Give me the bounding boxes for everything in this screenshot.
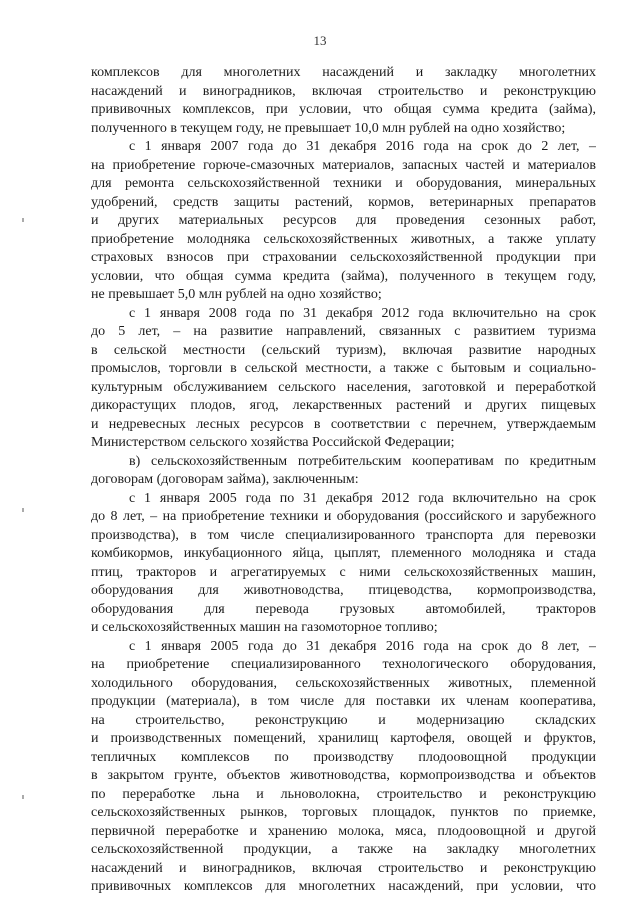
text-line: и недревесных лесных ресурсов в соответствии с перечнем, утверждаемым: [91, 416, 596, 432]
text-line: первичной переработке и хранению молока, мяса, плодоовощной и другой: [91, 823, 596, 839]
text-line: производства), в том числе специализированного транспорта для перевозки: [91, 527, 596, 543]
text-line: на приобретение горюче-смазочных материалов, запасных частей и материалов: [91, 157, 596, 173]
text-line: сельскохозяйственных рынков, торговых площадок, пунктов по приемке,: [91, 805, 596, 820]
text-line: прививочных комплексов, при условии, что общая сумма кредита (займа),: [91, 102, 596, 117]
text-line: договорам (договорам займа), заключенным:: [91, 472, 359, 487]
text-line: на приобретение специализированного технологического оборудования,: [91, 657, 596, 672]
text-line: с 1 января 2007 года до 31 декабря 2016 года на срок до 2 лет, –: [129, 139, 596, 154]
text-line: холодильного оборудования, сельскохозяйственных животных, племенной: [91, 675, 596, 691]
text-line: птиц, тракторов и агрегатируемых с ними сельскохозяйственных машин,: [91, 564, 596, 580]
text-line: на строительство, реконструкцию и модернизацию складских: [91, 712, 596, 728]
text-line: с 1 января 2005 года до 31 декабря 2016 года на срок до 8 лет, –: [129, 638, 596, 654]
text-line: и производственных помещений, хранилищ картофеля, овощей и фруктов,: [91, 731, 596, 746]
margin-mark: [22, 218, 24, 222]
margin-mark: [22, 508, 24, 512]
text-line: оборудования для животноводства, птицеводства, кормопроизводства,: [91, 583, 596, 598]
text-line: и сельскохозяйственных машин на газомоторное топливо;: [91, 620, 438, 635]
text-line: Министерством сельского хозяйства Российской Федерации;: [91, 435, 455, 450]
text-line: прививочных комплексов для многолетних насаждений, при условии, что: [91, 879, 596, 894]
text-line: условии, что общая сумма кредита (займа), полученного в текущем году,: [91, 268, 596, 284]
text-line: приобретение молодняка сельскохозяйственных животных, а также уплату: [91, 231, 596, 247]
text-line: с 1 января 2005 года по 31 декабря 2012 года включительно на срок: [129, 490, 596, 506]
text-line: в) сельскохозяйственным потребительским кооперативам по кредитным: [129, 453, 596, 469]
text-line: тепличных комплексов по производству плодоовощной продукции: [91, 749, 596, 765]
document-body: [91, 64, 596, 897]
text-line: до 5 лет, – на развитие направлений, связанных с развитием туризма: [91, 324, 596, 339]
page-number: 13: [313, 33, 327, 48]
text-line: полученного в текущем году, не превышает 10,0 млн рублей на одно хозяйство;: [91, 120, 566, 136]
text-line: насаждений и виноградников, включая строительство и реконструкцию: [91, 860, 596, 876]
text-line: комплексов для многолетних насаждений и закладку многолетних: [91, 65, 596, 80]
text-line: не превышает 5,0 млн рублей на одно хозяйство;: [91, 287, 382, 302]
text-line: насаждений и виноградников, включая строительство и реконструкцию: [91, 83, 596, 99]
text-line: в сельской местности (сельский туризм), включая развитие народных: [91, 342, 596, 358]
text-line: комбикормов, инкубационного яйца, цыплят, племенного молодняка и стада: [91, 546, 596, 561]
text-line: продукции (материала), в том числе для поставки их членам кооператива,: [91, 694, 596, 709]
text-line: удобрений, средств защиты растений, кормов, ветеринарных препаратов: [91, 194, 596, 210]
text-line: промыслов, торговли в сельской местности, а также с бытовым и социально-: [91, 361, 596, 376]
text-line: для ремонта сельскохозяйственной техники и оборудования, минеральных: [91, 176, 596, 191]
text-line: в закрытом грунте, объектов животноводства, кормопроизводства и объектов: [91, 768, 596, 783]
text-line: и других материальных ресурсов для проведения сезонных работ,: [91, 213, 596, 228]
margin-mark: [22, 795, 24, 799]
text-line: до 8 лет, – на приобретение техники и оборудования (российского и зарубежного: [91, 509, 596, 524]
text-line: культурным обслуживанием сельского населения, заготовкой и переработкой: [91, 379, 596, 395]
text-line: оборудования для перевода грузовых автомобилей, тракторов: [91, 601, 596, 617]
text-line: с 1 января 2008 года по 31 декабря 2012 года включительно на срок: [129, 305, 596, 321]
text-line: дикорастущих плодов, ягод, лекарственных растений и других пищевых: [91, 398, 596, 413]
text-line: страховых взносов при страховании сельскохозяйственной продукции при: [91, 250, 596, 265]
text-line: сельскохозяйственной продукции, а также на закладку многолетних: [91, 842, 596, 857]
text-line: по переработке льна и льноволокна, строительство и реконструкцию: [91, 786, 596, 802]
